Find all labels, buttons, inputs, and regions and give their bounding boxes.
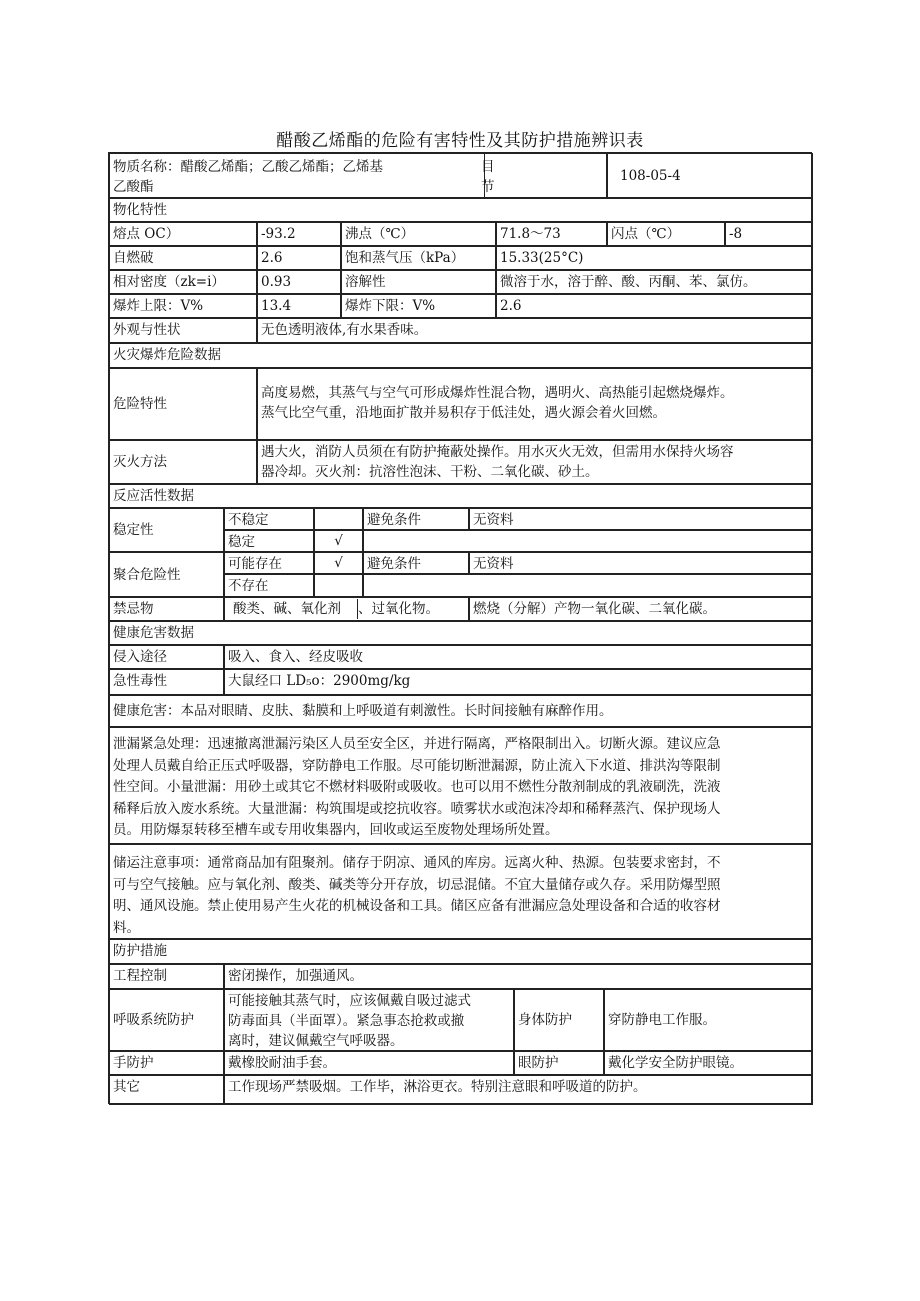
substance-name-line2: 乙酸酯 bbox=[113, 179, 154, 195]
hazard-label: 危险特性 bbox=[109, 368, 257, 440]
explosion-lower-label: 爆炸下限：V% bbox=[341, 294, 496, 318]
cas-number-cell bbox=[607, 153, 813, 198]
may-exist-check: √ bbox=[314, 552, 363, 574]
body-protection-label: 身体防护 bbox=[514, 989, 604, 1051]
extinguish-line2: 器冷却。灭火剂：抗溶性泡沫、干粉、二氧化碳、砂土。 bbox=[261, 464, 599, 480]
acute-toxicity-value: 大鼠经口 LD₅o：2900mg/kg bbox=[224, 669, 813, 695]
engineering-control-label: 工程控制 bbox=[109, 964, 224, 989]
relative-density-label: 相对密度（zk=i） bbox=[109, 270, 257, 294]
autoignition-value: 2.6 bbox=[257, 246, 341, 270]
spill-line3: 性空间。小量泄漏：用砂土或其它不燃材料吸附或吸收。也可以用不燃性分散剂制成的乳液刷洗，洗液 bbox=[113, 779, 721, 795]
avoid-conditions-label-1: 避免条件 bbox=[363, 508, 469, 530]
unstable-option: 不稳定 bbox=[224, 508, 314, 530]
other-label: 其它 bbox=[109, 1075, 224, 1105]
respiratory-protection-value bbox=[224, 989, 514, 1051]
storage-line3: 明、通风设施。禁止使用易产生火花的机械设备和工具。储区应备有泄漏应急处理设备和合适的收容材 bbox=[113, 898, 721, 914]
engineering-control-value: 密闭操作，加强通风。 bbox=[224, 964, 813, 989]
unstable-check bbox=[314, 508, 363, 530]
extinguish-value bbox=[257, 440, 813, 484]
boiling-point-value: 71.8～73 bbox=[496, 222, 607, 246]
eye-protection-value: 戴化学安全防护眼镜。 bbox=[604, 1051, 813, 1075]
protection-header: 防护措施 bbox=[109, 939, 813, 964]
respiratory-line2: 防毒面具（半面罩）。紧急事态抢救或撤 bbox=[228, 1013, 465, 1029]
other-value: 工作现场严禁吸烟。工作毕，淋浴更衣。特别注意眼和呼吸道的防护。 bbox=[224, 1075, 813, 1105]
document-title: 醋酸乙烯酯的危险有害特性及其防护措施辨识表 bbox=[276, 131, 644, 151]
spill-line5: 员。用防爆泵转移至槽车或专用收集器内，回收或运至废物处理场所处置。 bbox=[113, 822, 559, 838]
body-protection-value: 穿防静电工作服。 bbox=[604, 989, 813, 1051]
exposure-route-label: 侵入途径 bbox=[109, 645, 224, 669]
storage-notes bbox=[109, 844, 813, 939]
not-exist-check bbox=[314, 574, 363, 597]
avoid-conditions-value-2: 无资料 bbox=[469, 552, 813, 574]
cas-number: 108-05-4 bbox=[620, 167, 681, 184]
relative-density-value: 0.93 bbox=[257, 270, 341, 294]
stability-label: 稳定性 bbox=[109, 508, 224, 552]
acute-toxicity-label: 急性毒性 bbox=[109, 669, 224, 695]
storage-line4: 料。 bbox=[113, 919, 140, 936]
incompatibles-value bbox=[224, 597, 469, 621]
respiratory-line3: 离时，建议佩戴空气呼吸器。 bbox=[228, 1033, 404, 1049]
exposure-route-value: 吸入、食入、经皮吸收 bbox=[224, 645, 813, 669]
substance-name-cell bbox=[109, 153, 485, 198]
not-exist-blank bbox=[363, 574, 813, 597]
hazard-line1: 高度易燃，其蒸气与空气可形成爆炸性混合物，遇明火、高热能引起燃烧爆炸。 bbox=[261, 385, 734, 401]
eye-protection-label: 眼防护 bbox=[514, 1051, 604, 1075]
incompatibles-tail: 、过氧化物。 bbox=[358, 601, 439, 617]
polymerization-label: 聚合危险性 bbox=[109, 552, 224, 597]
catalog-label-line1: 目 bbox=[481, 159, 495, 175]
extinguish-line1: 遇大火，消防人员须在有防护掩蔽处操作。用水灭火无效，但需用水保持火场容 bbox=[261, 444, 734, 460]
stable-option: 稳定 bbox=[224, 530, 314, 552]
melting-point-value: -93.2 bbox=[257, 222, 341, 246]
substance-name-line1: 物质名称：醋酸乙烯酯；乙酸乙烯酯；乙烯基 bbox=[113, 159, 383, 175]
flash-point-label: 闪点（℃） bbox=[607, 222, 725, 246]
incompatibles-main: 酸类、碱、氧化剂 bbox=[233, 599, 358, 619]
hand-protection-value: 戴橡胶耐油手套。 bbox=[224, 1051, 514, 1075]
explosion-lower-value: 2.6 bbox=[496, 294, 813, 318]
incompatibles-label: 禁忌物 bbox=[109, 597, 224, 621]
avoid-conditions-value-1: 无资料 bbox=[469, 508, 813, 530]
respiratory-protection-label: 呼吸系统防护 bbox=[109, 989, 224, 1051]
vapor-pressure-label: 饱和蒸气压（kPa） bbox=[341, 246, 496, 270]
vapor-pressure-value: 15.33(25°C) bbox=[496, 246, 813, 270]
may-exist-option: 可能存在 bbox=[224, 552, 314, 574]
not-exist-option: 不存在 bbox=[224, 574, 314, 597]
avoid-conditions-label-2: 避免条件 bbox=[363, 552, 469, 574]
appearance-value: 无色透明液体,有水果香味。 bbox=[257, 318, 813, 343]
solubility-value: 微溶于水，溶于醉、酸、丙酮、苯、氯仿。 bbox=[496, 270, 813, 294]
spill-line4: 稀释后放入废水系统。大量泄漏：构筑围堤或挖抗收容。喷雾状水或泡沫冷却和稀释蒸汽、保护现场人 bbox=[113, 800, 721, 817]
health-header: 健康危害数据 bbox=[109, 621, 813, 645]
solubility-label: 溶解性 bbox=[341, 270, 496, 294]
storage-line2: 可与空气接触。应与氧化剂、酸类、碱类等分开存放，切忌混储。不宜大量储存或久存。采用防爆型照 bbox=[113, 876, 721, 893]
hazard-value bbox=[257, 368, 813, 440]
physchem-header: 物化特性 bbox=[109, 198, 813, 222]
reactivity-header: 反应活性数据 bbox=[109, 484, 813, 508]
explosion-upper-value: 13.4 bbox=[257, 294, 341, 318]
health-hazard-text: 健康危害：本品对眼睛、皮肤、黏膜和上呼吸道有刺激性。长时间接触有麻醉作用。 bbox=[109, 695, 813, 727]
catalog-label-cell bbox=[472, 153, 607, 198]
spill-line2: 处理人员戴自给正压式呼吸器，穿防静电工作服。尽可能切断泄漏源，防止流入下水道、排洪沟等限制 bbox=[113, 757, 721, 774]
boiling-point-label: 沸点（℃） bbox=[341, 222, 496, 246]
appearance-label: 外观与性状 bbox=[109, 318, 257, 343]
fire-header: 火灾爆炸危险数据 bbox=[109, 343, 813, 368]
respiratory-line1: 可能接触其蒸气时，应该佩戴自吸过滤式 bbox=[228, 993, 471, 1009]
stable-blank bbox=[363, 530, 813, 552]
autoignition-label: 自燃破 bbox=[109, 246, 257, 270]
spill-response bbox=[109, 727, 813, 844]
stable-check: √ bbox=[314, 530, 363, 552]
combustion-products: 燃烧（分解）产物一氧化碳、二氧化碳。 bbox=[469, 597, 813, 621]
hazard-table bbox=[108, 152, 812, 1104]
explosion-upper-label: 爆炸上限：V% bbox=[109, 294, 257, 318]
hand-protection-label: 手防护 bbox=[109, 1051, 224, 1075]
hazard-line2: 蒸气比空气重，沿地面扩散并易积存于低洼处，遇火源会着火回燃。 bbox=[261, 405, 666, 421]
melting-point-label: 熔点 OC） bbox=[109, 222, 257, 246]
extinguish-label: 灭火方法 bbox=[109, 440, 257, 484]
catalog-label-line2: 节 bbox=[481, 179, 495, 195]
storage-line1: 储运注意事项：通常商品加有阻聚剂。储存于阴凉、通风的库房。远离火种、热源。包装要求密封，不 bbox=[113, 855, 721, 871]
spill-line1: 泄漏紧急处理：迅速撤离泄漏污染区人员至安全区，并进行隔离，严格限制出入。切断火源。建议应急 bbox=[113, 736, 721, 752]
flash-point-value: -8 bbox=[725, 222, 813, 246]
